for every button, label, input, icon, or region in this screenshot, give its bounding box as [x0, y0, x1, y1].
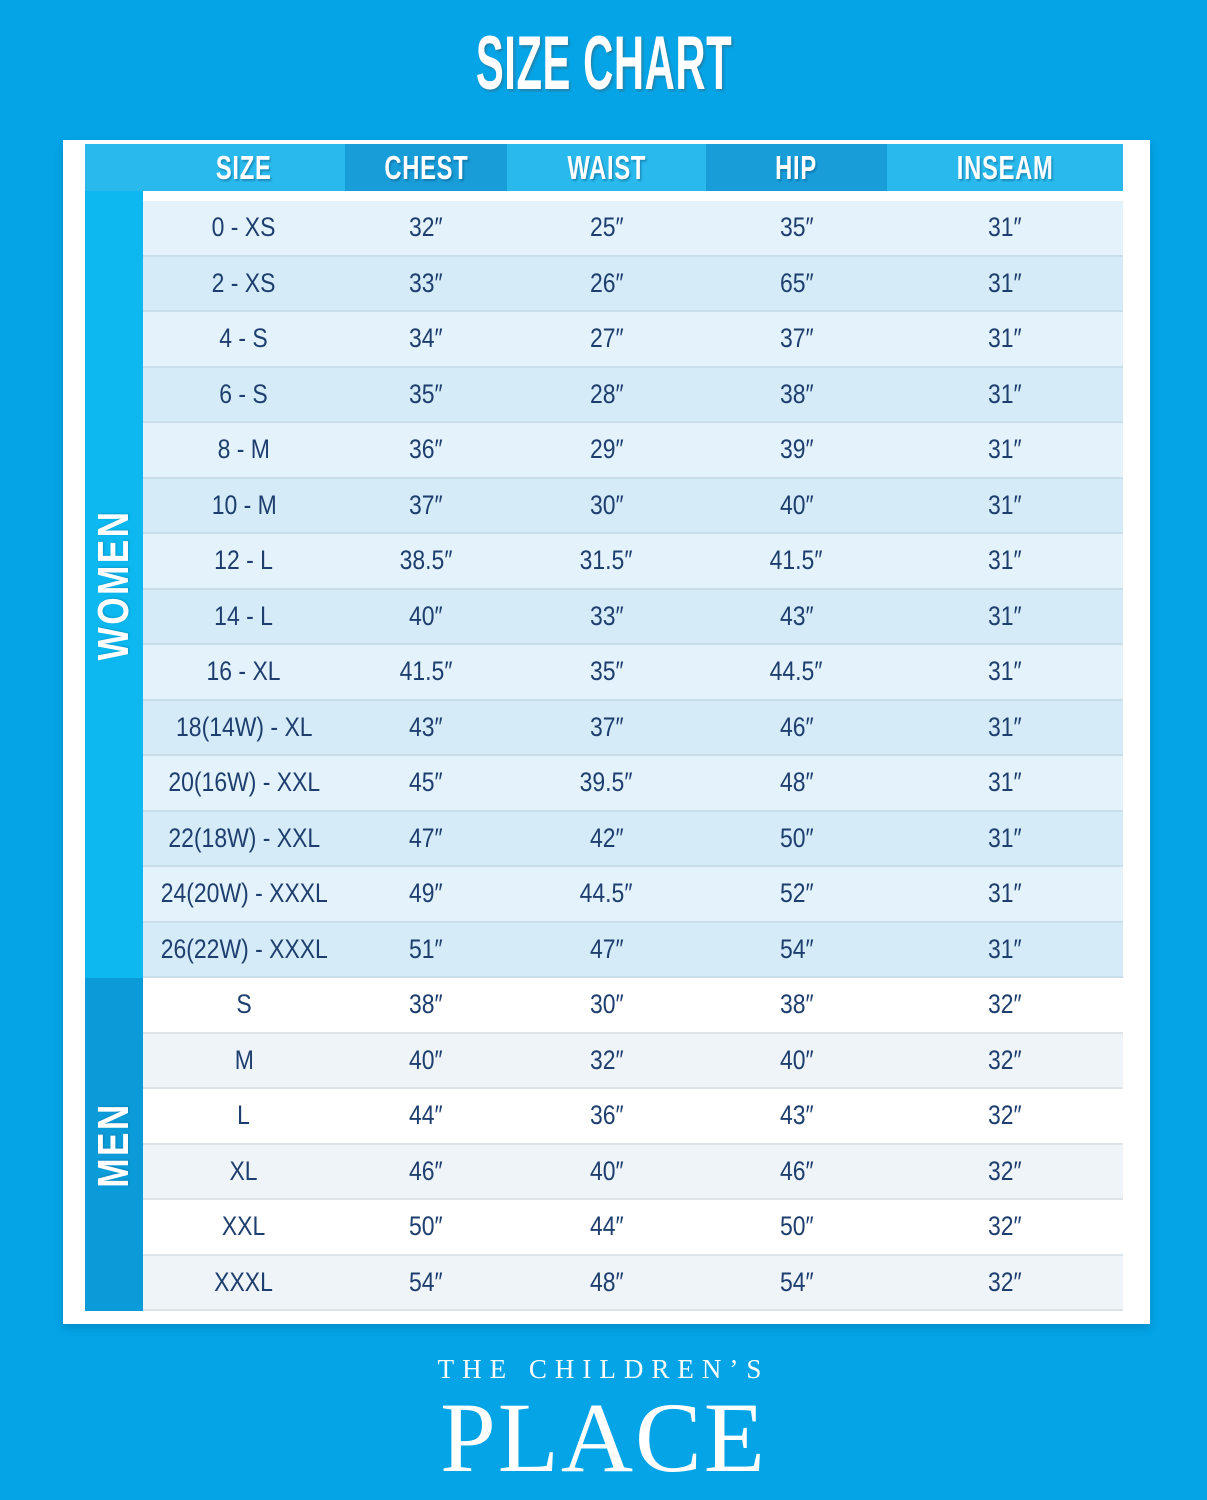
- table-row: [143, 257, 1123, 313]
- cell-value: 37″: [409, 489, 443, 520]
- cell-value: 32″: [988, 1155, 1022, 1186]
- hip-cell: [706, 978, 887, 1032]
- cell-value: 45″: [409, 767, 443, 798]
- col-header-chest: CHEST: [345, 144, 507, 191]
- cell-value: 46″: [409, 1155, 443, 1186]
- waist-cell: [507, 368, 706, 422]
- cell-value: 32″: [988, 1044, 1022, 1075]
- chest-cell: [345, 812, 507, 866]
- waist-cell: [507, 756, 706, 810]
- waist-cell: [507, 645, 706, 699]
- cell-value: 44.5″: [770, 656, 823, 687]
- header-gap: [143, 191, 1123, 201]
- table-row: [143, 978, 1123, 1034]
- cell-value: 32″: [988, 1211, 1022, 1242]
- hip-cell: [706, 368, 887, 422]
- cell-value: 31″: [988, 323, 1022, 354]
- inseam-cell: [887, 1034, 1123, 1088]
- cell-value: 31″: [988, 600, 1022, 631]
- brand-name-top: THE CHILDREN’S: [437, 1354, 770, 1384]
- brand-logo: [0, 1352, 1207, 1493]
- cell-value: 38″: [779, 989, 814, 1020]
- waist-cell: [507, 312, 706, 366]
- chest-cell: [345, 701, 507, 755]
- hip-cell: [706, 645, 887, 699]
- cell-value: 32″: [409, 212, 443, 243]
- waist-cell: [507, 701, 706, 755]
- cell-value: 28″: [589, 378, 624, 409]
- group-label-men: MEN: [85, 978, 143, 1311]
- inseam-cell: [887, 312, 1123, 366]
- cell-value: 32″: [988, 1266, 1022, 1297]
- cell-value: 44.5″: [580, 878, 633, 909]
- table-row: [143, 479, 1123, 535]
- cell-value: 42″: [589, 822, 624, 853]
- size-cell: [143, 645, 345, 699]
- cell-value: 37″: [779, 323, 814, 354]
- cell-value: 0 - XS: [212, 212, 276, 243]
- cell-value: 31″: [988, 933, 1022, 964]
- cell-value: 32″: [589, 1044, 624, 1075]
- waist-cell: [507, 812, 706, 866]
- cell-value: 40″: [589, 1155, 624, 1186]
- cell-value: 30″: [589, 489, 624, 520]
- waist-cell: [507, 201, 706, 255]
- cell-value: 16 - XL: [206, 656, 282, 687]
- inseam-cell: [887, 812, 1123, 866]
- cell-value: 12 - L: [214, 545, 274, 576]
- cell-value: 52″: [779, 878, 814, 909]
- hip-cell: [706, 1034, 887, 1088]
- cell-value: 33″: [589, 600, 624, 631]
- cell-value: XXL: [222, 1211, 266, 1242]
- chest-cell: [345, 645, 507, 699]
- hip-cell: [706, 812, 887, 866]
- cell-value: 35″: [589, 656, 624, 687]
- cell-value: 31″: [988, 767, 1022, 798]
- table-row: [143, 201, 1123, 257]
- cell-value: M: [234, 1044, 254, 1075]
- cell-value: 50″: [779, 822, 814, 853]
- size-cell: [143, 534, 345, 588]
- inseam-cell: [887, 756, 1123, 810]
- cell-value: XL: [229, 1155, 259, 1186]
- chest-cell: [345, 201, 507, 255]
- hip-cell: [706, 312, 887, 366]
- cell-value: 20(16W) - XXL: [168, 767, 320, 798]
- group-sidebar: [85, 191, 143, 1311]
- table-row: [143, 1034, 1123, 1090]
- table-row: [143, 1145, 1123, 1201]
- cell-value: 6 - S: [219, 378, 269, 409]
- cell-value: 43″: [779, 1100, 814, 1131]
- chest-cell: [345, 590, 507, 644]
- size-cell: [143, 978, 345, 1032]
- cell-value: 31″: [988, 545, 1022, 576]
- chest-cell: [345, 1200, 507, 1254]
- hip-cell: [706, 701, 887, 755]
- cell-value: 54″: [779, 1266, 814, 1297]
- cell-value: S: [236, 989, 252, 1020]
- brand-name-bottom: PLACE: [440, 1382, 767, 1493]
- cell-value: 48″: [779, 767, 814, 798]
- cell-value: 26(22W) - XXXL: [160, 933, 328, 964]
- chest-cell: [345, 257, 507, 311]
- cell-value: 32″: [988, 1100, 1022, 1131]
- cell-value: 47″: [409, 822, 443, 853]
- cell-value: 49″: [409, 878, 443, 909]
- cell-value: 24(20W) - XXXL: [160, 878, 328, 909]
- size-cell: [143, 368, 345, 422]
- table-body: [85, 191, 1123, 1311]
- cell-value: 36″: [409, 434, 443, 465]
- hip-cell: [706, 590, 887, 644]
- inseam-cell: [887, 479, 1123, 533]
- hip-cell: [706, 201, 887, 255]
- table-row: [143, 312, 1123, 368]
- inseam-cell: [887, 645, 1123, 699]
- page-title: [0, 22, 1207, 106]
- inseam-cell: [887, 701, 1123, 755]
- cell-value: 31″: [988, 656, 1022, 687]
- cell-value: 39.5″: [580, 767, 633, 798]
- cell-value: 43″: [779, 600, 814, 631]
- cell-value: 43″: [409, 711, 443, 742]
- page-title-text: SIZE CHART: [475, 21, 732, 106]
- table-row: [143, 812, 1123, 868]
- cell-value: 29″: [589, 434, 624, 465]
- cell-value: 18(14W) - XL: [175, 711, 313, 742]
- cell-value: 50″: [409, 1211, 443, 1242]
- inseam-cell: [887, 1200, 1123, 1254]
- table-header-row: [85, 144, 1123, 191]
- waist-cell: [507, 867, 706, 921]
- chest-cell: [345, 867, 507, 921]
- cell-value: XXXL: [214, 1266, 274, 1297]
- cell-value: 31″: [988, 489, 1022, 520]
- cell-value: 40″: [409, 600, 443, 631]
- col-header-hip: HIP: [706, 144, 887, 191]
- cell-value: 65″: [779, 267, 814, 298]
- inseam-cell: [887, 257, 1123, 311]
- inseam-cell: [887, 534, 1123, 588]
- table-row: [143, 590, 1123, 646]
- waist-cell: [507, 423, 706, 477]
- waist-cell: [507, 978, 706, 1032]
- cell-value: 40″: [779, 489, 814, 520]
- cell-value: 35″: [779, 212, 814, 243]
- cell-value: 33″: [409, 267, 443, 298]
- cell-value: 14 - L: [214, 600, 274, 631]
- cell-value: 41.5″: [399, 656, 453, 687]
- cell-value: 37″: [589, 711, 624, 742]
- size-cell: [143, 1089, 345, 1143]
- chest-cell: [345, 479, 507, 533]
- size-cell: [143, 201, 345, 255]
- inseam-cell: [887, 867, 1123, 921]
- inseam-cell: [887, 978, 1123, 1032]
- cell-value: 31″: [988, 711, 1022, 742]
- cell-value: 44″: [589, 1211, 624, 1242]
- cell-value: 30″: [589, 989, 624, 1020]
- size-cell: [143, 312, 345, 366]
- table-row: [143, 645, 1123, 701]
- hip-cell: [706, 534, 887, 588]
- col-header-waist: WAIST: [507, 144, 706, 191]
- cell-value: 50″: [779, 1211, 814, 1242]
- cell-value: 32″: [988, 989, 1022, 1020]
- cell-value: 51″: [409, 933, 443, 964]
- inseam-cell: [887, 1145, 1123, 1199]
- size-cell: [143, 756, 345, 810]
- col-header-size: SIZE: [85, 144, 345, 191]
- cell-value: 46″: [779, 711, 814, 742]
- chest-cell: [345, 1034, 507, 1088]
- cell-value: 22(18W) - XXL: [168, 822, 320, 853]
- waist-cell: [507, 1200, 706, 1254]
- hip-cell: [706, 1256, 887, 1310]
- table-row: [143, 701, 1123, 757]
- hip-cell: [706, 257, 887, 311]
- cell-value: 8 - M: [217, 434, 271, 465]
- cell-value: 35″: [409, 378, 443, 409]
- size-cell: [143, 423, 345, 477]
- size-cell: [143, 257, 345, 311]
- waist-cell: [507, 1256, 706, 1310]
- chest-cell: [345, 1256, 507, 1310]
- chest-cell: [345, 756, 507, 810]
- cell-value: 46″: [779, 1155, 814, 1186]
- table-row: [143, 923, 1123, 979]
- cell-value: 40″: [409, 1044, 443, 1075]
- cell-value: 10 - M: [211, 489, 277, 520]
- table-rows: [143, 191, 1123, 1311]
- hip-cell: [706, 923, 887, 977]
- chest-cell: [345, 423, 507, 477]
- waist-cell: [507, 1034, 706, 1088]
- cell-value: 38″: [409, 989, 443, 1020]
- waist-cell: [507, 1145, 706, 1199]
- table-row: [143, 756, 1123, 812]
- chest-cell: [345, 1145, 507, 1199]
- cell-value: 25″: [589, 212, 624, 243]
- size-table: [63, 140, 1150, 1324]
- inseam-cell: [887, 368, 1123, 422]
- hip-cell: [706, 867, 887, 921]
- waist-cell: [507, 534, 706, 588]
- cell-value: 31″: [988, 822, 1022, 853]
- size-cell: [143, 812, 345, 866]
- cell-value: 47″: [589, 933, 624, 964]
- table-row: [143, 534, 1123, 590]
- inseam-cell: [887, 1089, 1123, 1143]
- inseam-cell: [887, 590, 1123, 644]
- cell-value: 39″: [779, 434, 814, 465]
- waist-cell: [507, 479, 706, 533]
- cell-value: 41.5″: [770, 545, 823, 576]
- hip-cell: [706, 1089, 887, 1143]
- chest-cell: [345, 368, 507, 422]
- table-row: [143, 867, 1123, 923]
- size-cell: [143, 1256, 345, 1310]
- cell-value: 54″: [409, 1266, 443, 1297]
- size-cell: [143, 1200, 345, 1254]
- waist-cell: [507, 923, 706, 977]
- cell-value: 31″: [988, 434, 1022, 465]
- inseam-cell: [887, 423, 1123, 477]
- hip-cell: [706, 423, 887, 477]
- waist-cell: [507, 257, 706, 311]
- size-cell: [143, 867, 345, 921]
- table-row: [143, 1200, 1123, 1256]
- size-cell: [143, 479, 345, 533]
- group-label-women: WOMEN: [85, 191, 143, 978]
- col-header-inseam: INSEAM: [887, 144, 1123, 191]
- table-row: [143, 1256, 1123, 1312]
- cell-value: 36″: [589, 1100, 624, 1131]
- chest-cell: [345, 534, 507, 588]
- hip-cell: [706, 479, 887, 533]
- inseam-cell: [887, 923, 1123, 977]
- cell-value: 2 - XS: [212, 267, 276, 298]
- hip-cell: [706, 1200, 887, 1254]
- cell-value: 31.5″: [580, 545, 633, 576]
- chest-cell: [345, 923, 507, 977]
- cell-value: 27″: [589, 323, 624, 354]
- cell-value: 54″: [779, 933, 814, 964]
- cell-value: 31″: [988, 267, 1022, 298]
- hip-cell: [706, 756, 887, 810]
- cell-value: 48″: [589, 1266, 624, 1297]
- size-cell: [143, 1034, 345, 1088]
- chest-cell: [345, 312, 507, 366]
- cell-value: 31″: [988, 212, 1022, 243]
- cell-value: L: [237, 1100, 251, 1131]
- chest-cell: [345, 1089, 507, 1143]
- waist-cell: [507, 1089, 706, 1143]
- table-row: [143, 1089, 1123, 1145]
- inseam-cell: [887, 201, 1123, 255]
- table-row: [143, 423, 1123, 479]
- cell-value: 44″: [409, 1100, 443, 1131]
- cell-value: 38″: [779, 378, 814, 409]
- inseam-cell: [887, 1256, 1123, 1310]
- cell-value: 31″: [988, 878, 1022, 909]
- cell-value: 38.5″: [399, 545, 453, 576]
- cell-value: 4 - S: [219, 323, 269, 354]
- cell-value: 34″: [409, 323, 443, 354]
- chest-cell: [345, 978, 507, 1032]
- size-cell: [143, 701, 345, 755]
- cell-value: 26″: [589, 267, 624, 298]
- size-cell: [143, 590, 345, 644]
- cell-value: 31″: [988, 378, 1022, 409]
- size-cell: [143, 923, 345, 977]
- table-row: [143, 368, 1123, 424]
- hip-cell: [706, 1145, 887, 1199]
- waist-cell: [507, 590, 706, 644]
- size-cell: [143, 1145, 345, 1199]
- cell-value: 40″: [779, 1044, 814, 1075]
